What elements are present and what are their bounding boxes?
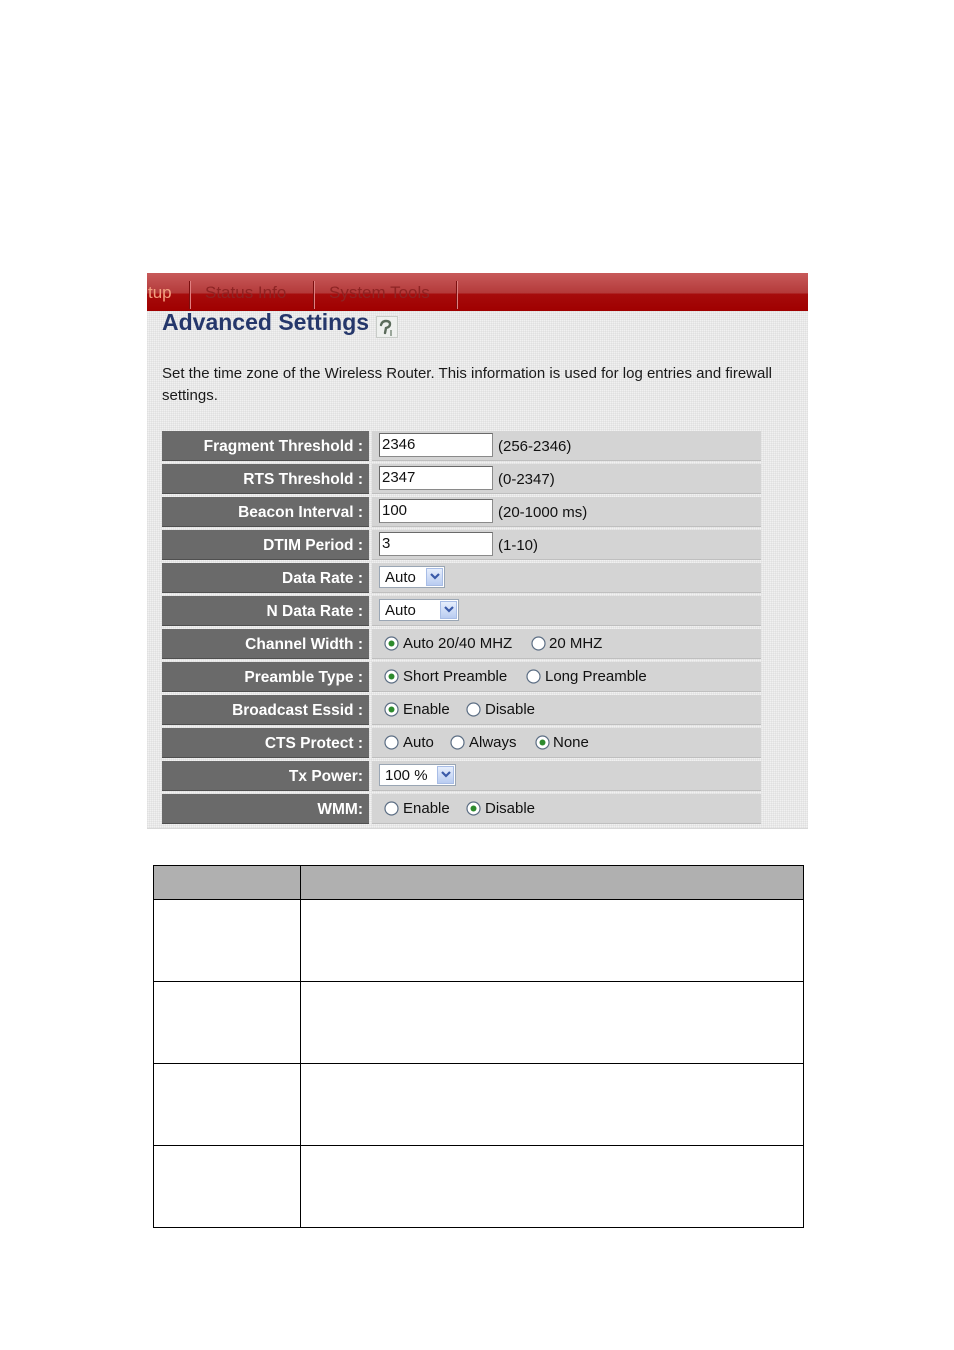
- table-cell: [301, 900, 804, 982]
- preamble-type-label: Preamble Type :: [162, 662, 369, 692]
- nav-separator: [313, 281, 315, 309]
- tx-power-label: Tx Power:: [162, 761, 369, 791]
- wmm-cell: [372, 794, 761, 824]
- table-cell: [301, 982, 804, 1064]
- wmm-option-enable: Enable: [403, 800, 450, 817]
- cts-radio-auto[interactable]: [384, 735, 399, 750]
- parameter-description-table: [153, 865, 804, 1228]
- data-rate-cell: [372, 563, 761, 593]
- row-beacon-interval: [162, 497, 761, 527]
- n-data-rate-selected: Auto: [385, 602, 416, 619]
- tx-power-cell: [372, 761, 761, 791]
- row-rts-threshold: [162, 464, 761, 494]
- table-row: [154, 982, 804, 1064]
- channel-width-option-20: 20 MHZ: [549, 635, 603, 652]
- beacon-interval-hint: (20-1000 ms): [498, 504, 588, 521]
- cts-protect-cell: [372, 728, 761, 758]
- cts-radio-always[interactable]: [450, 735, 465, 750]
- essid-radio-disable[interactable]: [466, 702, 481, 717]
- rts-threshold-label: RTS Threshold :: [162, 464, 369, 494]
- dtim-period-hint: (1-10): [498, 537, 539, 554]
- help-icon[interactable]: [376, 316, 398, 338]
- channel-width-radio-20[interactable]: [531, 636, 546, 651]
- data-rate-select[interactable]: [379, 566, 445, 588]
- dtim-period-label: DTIM Period :: [162, 530, 369, 560]
- channel-width-radio-auto[interactable]: [384, 636, 399, 651]
- dtim-period-cell: [372, 530, 761, 560]
- preamble-type-cell: [372, 662, 761, 692]
- router-settings-panel: [147, 273, 808, 829]
- channel-width-option-auto: Auto 20/40 MHZ: [403, 635, 513, 652]
- cts-option-always: Always: [469, 734, 517, 751]
- row-tx-power: [162, 761, 761, 791]
- table-cell: [154, 900, 301, 982]
- table-cell: [154, 1064, 301, 1146]
- table-cell: [301, 1064, 804, 1146]
- rts-threshold-input[interactable]: 2347: [379, 466, 493, 490]
- n-data-rate-cell: [372, 596, 761, 626]
- essid-option-disable: Disable: [485, 701, 536, 718]
- row-wmm: [162, 794, 761, 824]
- page-description: Set the time zone of the Wireless Router. This information is used for log entries and firewall settings.: [162, 365, 773, 404]
- row-cts-protect: [162, 728, 761, 758]
- cts-option-none: None: [553, 734, 589, 751]
- dtim-period-input[interactable]: 3: [379, 532, 493, 556]
- data-rate-selected: Auto: [385, 569, 416, 586]
- nav-separator: [189, 281, 191, 309]
- wmm-radio-disable[interactable]: [466, 801, 481, 816]
- table-cell: [154, 982, 301, 1064]
- row-broadcast-essid: [162, 695, 761, 725]
- table-header-cell: [301, 866, 804, 900]
- n-data-rate-label: N Data Rate :: [162, 596, 369, 626]
- nav-tab-status-info[interactable]: Status Info: [205, 283, 287, 302]
- data-rate-label: Data Rate :: [162, 563, 369, 593]
- chevron-down-icon[interactable]: [440, 601, 457, 619]
- rts-threshold-hint: (0-2347): [498, 471, 555, 488]
- wmm-radio-enable[interactable]: [384, 801, 399, 816]
- table-row: [154, 900, 804, 982]
- table-row: [154, 1146, 804, 1228]
- beacon-interval-input[interactable]: 100: [379, 499, 493, 523]
- preamble-option-short: Short Preamble: [403, 668, 508, 685]
- chevron-down-icon[interactable]: [426, 568, 443, 586]
- cts-protect-label: CTS Protect :: [162, 728, 369, 758]
- row-n-data-rate: [162, 596, 761, 626]
- fragment-threshold-hint: (256-2346): [498, 438, 572, 455]
- tx-power-select[interactable]: [379, 764, 456, 786]
- channel-width-label: Channel Width :: [162, 629, 369, 659]
- essid-option-enable: Enable: [403, 701, 450, 718]
- table-cell: [154, 1146, 301, 1228]
- beacon-interval-label: Beacon Interval :: [162, 497, 369, 527]
- top-nav-bar: [147, 273, 808, 311]
- preamble-option-long: Long Preamble: [545, 668, 647, 685]
- cts-radio-none[interactable]: [535, 735, 550, 750]
- fragment-threshold-input[interactable]: 2346: [379, 433, 493, 457]
- table-header-row: [154, 866, 804, 900]
- row-fragment-threshold: [162, 431, 761, 461]
- wmm-label: WMM:: [162, 794, 369, 824]
- row-preamble-type: [162, 662, 761, 692]
- essid-radio-enable[interactable]: [384, 702, 399, 717]
- table-header-cell: [154, 866, 301, 900]
- broadcast-essid-cell: [372, 695, 761, 725]
- tx-power-selected: 100 %: [385, 767, 428, 784]
- preamble-radio-short[interactable]: [384, 669, 399, 684]
- channel-width-cell: [372, 629, 761, 659]
- nav-separator: [456, 281, 458, 309]
- settings-form: [162, 431, 761, 827]
- table-cell: [301, 1146, 804, 1228]
- broadcast-essid-label: Broadcast Essid :: [162, 695, 369, 725]
- chevron-down-icon[interactable]: [437, 766, 454, 784]
- cts-option-auto: Auto: [403, 734, 434, 751]
- fragment-threshold-cell: [372, 431, 761, 461]
- n-data-rate-select[interactable]: [379, 599, 459, 621]
- nav-tab-setup[interactable]: tup: [148, 283, 172, 302]
- nav-tab-system-tools[interactable]: System Tools: [329, 283, 430, 302]
- row-data-rate: [162, 563, 761, 593]
- table-row: [154, 1064, 804, 1146]
- rts-threshold-cell: [372, 464, 761, 494]
- beacon-interval-cell: [372, 497, 761, 527]
- row-dtim-period: [162, 530, 761, 560]
- row-channel-width: [162, 629, 761, 659]
- preamble-radio-long[interactable]: [526, 669, 541, 684]
- fragment-threshold-label: Fragment Threshold :: [162, 431, 369, 461]
- wmm-option-disable: Disable: [485, 800, 536, 817]
- page-title: Advanced Settings: [162, 309, 370, 335]
